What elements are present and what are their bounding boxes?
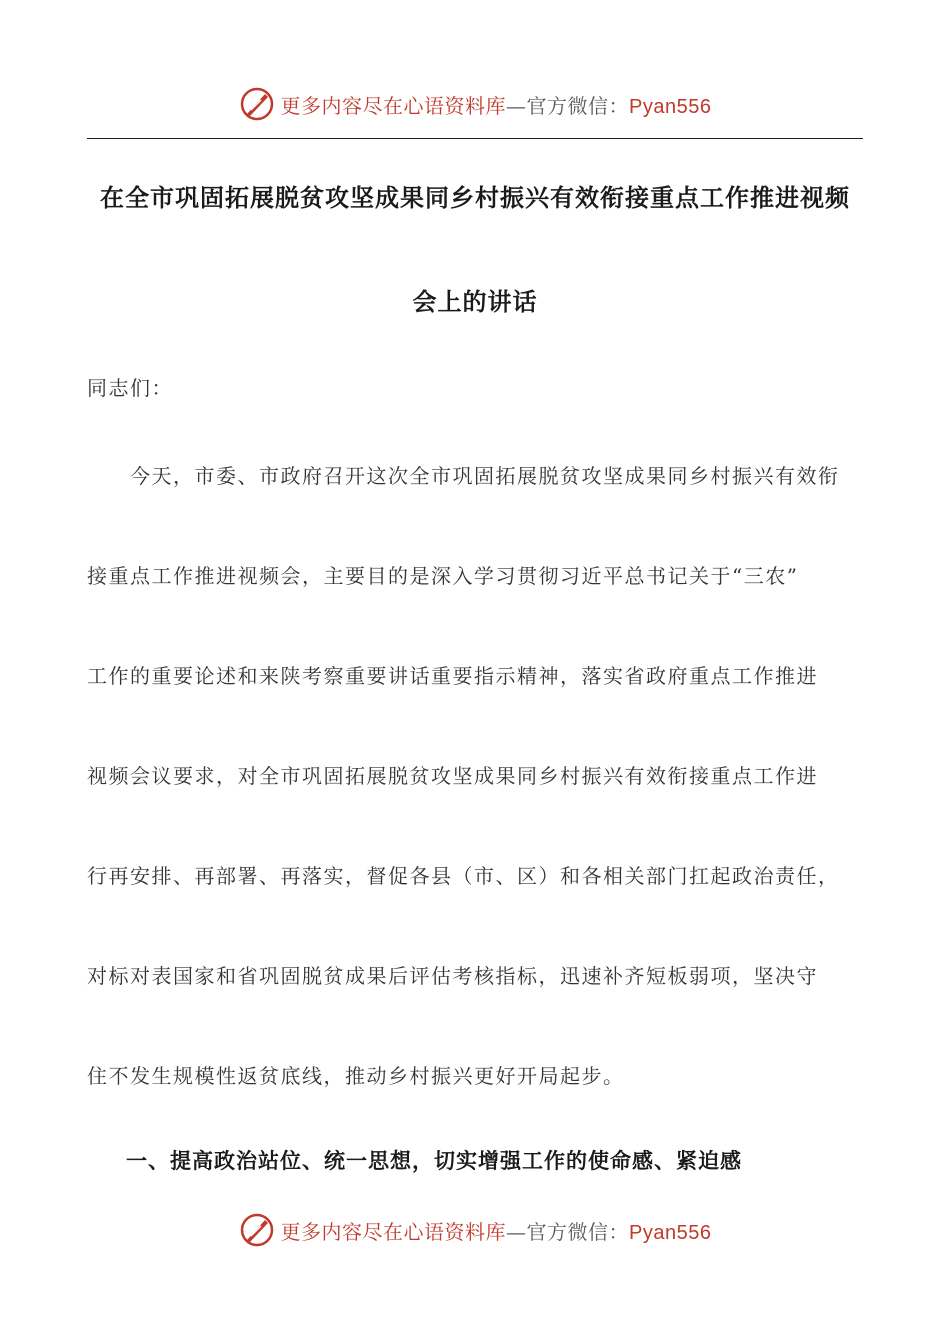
banner-wechat-id: Pyan556	[629, 95, 712, 118]
banner-wechat-label: 官方微信：	[526, 1219, 630, 1244]
banner-dash: —	[506, 1219, 527, 1244]
banner-wechat-id: Pyan556	[629, 1221, 712, 1244]
banner-main-text: 更多内容尽在心语资料库	[280, 1219, 507, 1244]
paragraph-line: 对标对表国家和省巩固脱贫成果后评估考核指标，迅速补齐短板弱项，坚决守	[87, 964, 818, 988]
header-banner	[0, 84, 950, 124]
quill-logo-icon	[239, 86, 275, 122]
section-heading: 一、提高政治站位、统一思想，切实增强工作的使命感、紧迫感	[126, 1148, 742, 1173]
banner-wechat-label: 官方微信：	[526, 93, 630, 118]
footer-banner	[0, 1210, 950, 1250]
banner-main-text: 更多内容尽在心语资料库	[280, 93, 507, 118]
salutation: 同志们：	[87, 376, 173, 400]
banner-dash: —	[506, 93, 527, 118]
paragraph-line: 视频会议要求，对全市巩固拓展脱贫攻坚成果同乡村振兴有效衔接重点工作进	[87, 764, 818, 788]
banner-text	[281, 90, 712, 119]
banner-text	[281, 1216, 712, 1245]
quill-logo-icon	[239, 1212, 275, 1248]
paragraph-line: 接重点工作推进视频会，主要目的是深入学习贯彻习近平总书记关于“三农”	[87, 564, 799, 588]
paragraph-line: 今天，市委、市政府召开这次全市巩固拓展脱贫攻坚成果同乡村振兴有效衔	[87, 464, 840, 488]
document-title-line-1: 在全市巩固拓展脱贫攻坚成果同乡村振兴有效衔接重点工作推进视频	[100, 183, 850, 212]
paragraph-line: 工作的重要论述和来陕考察重要讲话重要指示精神，落实省政府重点工作推进	[87, 664, 818, 688]
paragraph-line: 行再安排、再部署、再落实，督促各县（市、区）和各相关部门扛起政治责任，	[87, 864, 840, 888]
paragraph-line: 住不发生规模性返贫底线，推动乡村振兴更好开局起步。	[87, 1064, 625, 1088]
header-divider	[87, 138, 863, 139]
document-title-line-2: 会上的讲话	[412, 287, 538, 316]
